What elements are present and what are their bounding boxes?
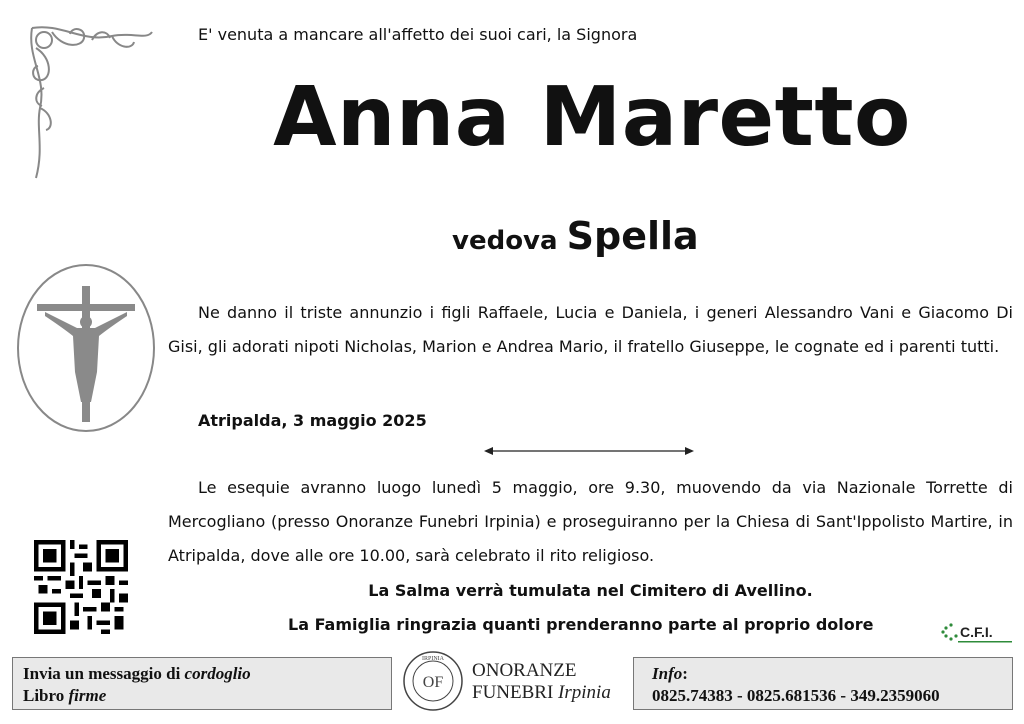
deceased-name: Anna Maretto <box>273 70 911 165</box>
funeral-home-name: ONORANZE FUNEBRI Irpinia <box>472 660 611 703</box>
widow-prefix: vedova <box>452 226 558 256</box>
info-phones[interactable]: 0825.74383 - 0825.681536 - 349.2359060 <box>652 686 940 705</box>
announcement-paragraph <box>168 296 1013 364</box>
condolence-link[interactable]: Invia un messaggio di cordoglio <box>23 664 251 683</box>
logo-arc-text: IRPINIA <box>422 656 444 662</box>
funeral-details-text: Le esequie avranno luogo lunedì 5 maggio, ore 9.30, muovendo da via Nazionale Torrette di Mercogliano (presso Onoranze Funebri Irpinia) e proseguiranno per la Chiesa di Sant'Ippolisto Martire, in Atripalda, dove alle ore 10.00, sarà celebrato il rito religioso. <box>168 478 1013 565</box>
info-box: Info: 0825.74383 - 0825.681536 - 349.2359060 <box>633 657 1013 710</box>
guestbook-link[interactable]: Libro firme <box>23 686 107 705</box>
corner-ornament-icon <box>22 18 157 186</box>
place-date: Atripalda, 3 maggio 2025 <box>198 411 427 430</box>
crucifix-icon <box>15 262 157 434</box>
cfi-logo-icon <box>940 620 1014 646</box>
burial-note: La Salma verrà tumulata nel Cimitero di Avellino. <box>368 581 813 600</box>
widow-line <box>452 214 699 258</box>
qr-code-icon[interactable] <box>34 540 128 634</box>
double-arrow-divider-icon <box>484 445 694 457</box>
funeral-home-logo-icon <box>402 650 464 712</box>
info-label: Info <box>652 664 683 683</box>
family-thanks: La Famiglia ringrazia quanti prenderanno parte al proprio dolore <box>288 615 874 634</box>
widow-surname: Spella <box>566 214 699 258</box>
intro-text: E' venuta a mancare all'affetto dei suoi cari, la Signora <box>198 25 638 44</box>
cfi-logo-text: C.F.I. <box>960 624 993 640</box>
announcement-text: Ne danno il triste annunzio i figli Raffaele, Lucia e Daniela, i generi Alessandro Vani e Giacomo Di Gisi, gli adorati nipoti Nicholas, Marion e Andrea Mario, il fratello Giuseppe, le cognate ed i parenti tutti. <box>168 303 1013 356</box>
condolence-box[interactable] <box>12 657 392 710</box>
logo-monogram: OF <box>422 674 444 691</box>
funeral-details-paragraph <box>168 471 1013 573</box>
